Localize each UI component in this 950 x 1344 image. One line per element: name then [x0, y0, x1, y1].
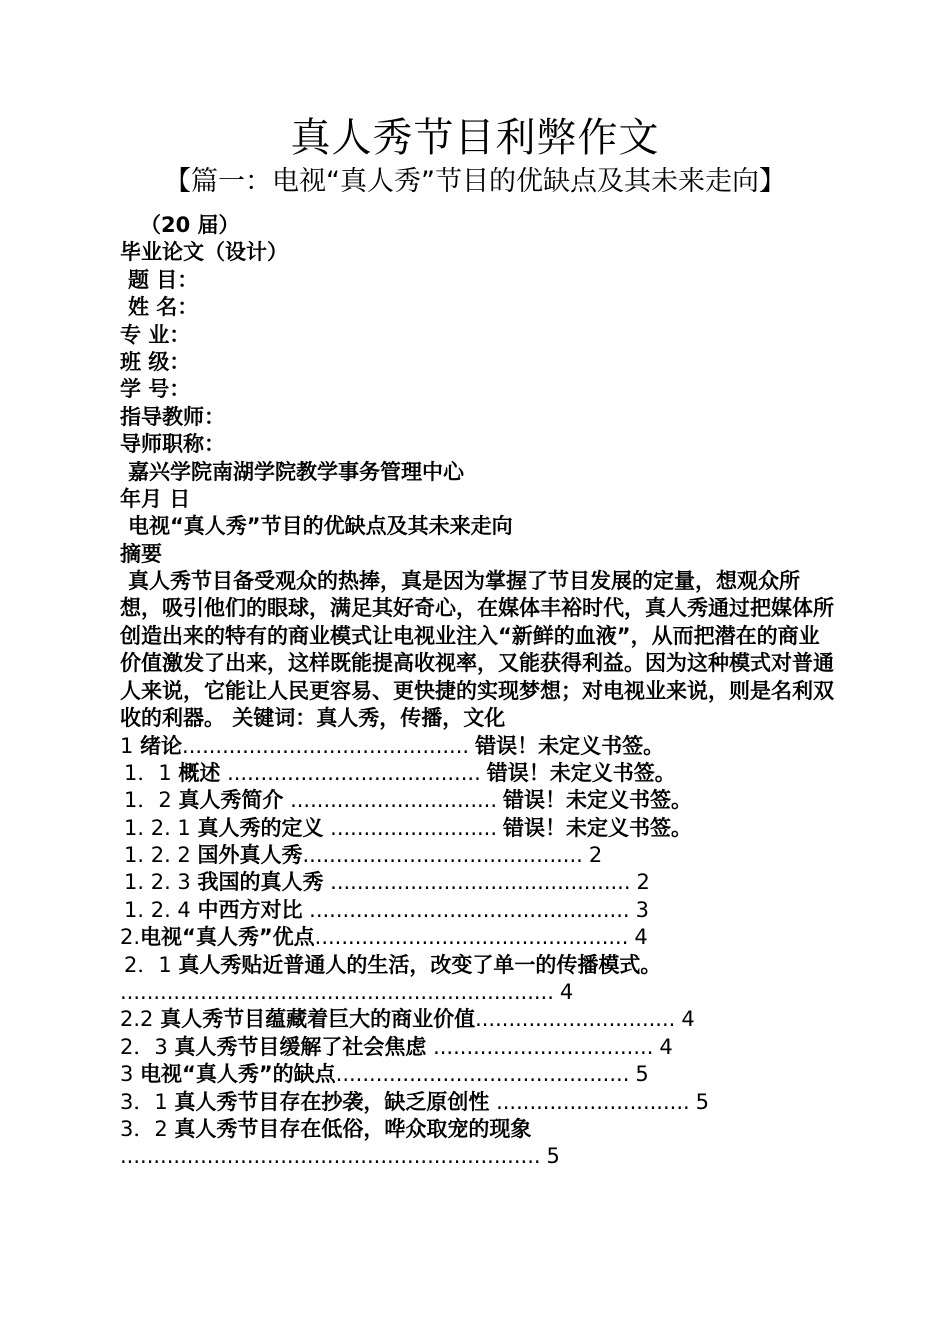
toc-entry-number: 1. 2. 4 — [124, 897, 198, 922]
toc-entry-title: 真人秀的定义 — [197, 815, 324, 840]
toc-entry-leader: ................................................ — [302, 897, 630, 922]
toc-entry-title: 绪论 — [140, 733, 183, 758]
toc-entry-page: 错误！未定义书签。 — [503, 788, 693, 813]
toc-entry-title: 真人秀节目存在低俗，哗众取宠的现象 — [174, 1116, 532, 1141]
toc-entry — [120, 924, 840, 951]
toc-entry-page: 错误！未定义书签。 — [486, 760, 676, 785]
toc-entry — [120, 760, 840, 787]
advisor-title-label: 导师职称： — [120, 432, 225, 457]
abstract-text: 真人秀节目备受观众的热捧，真是因为掌握了节目发展的定量，想观众所想，吸引他们的眼球，满足其好奇心，在媒体丰裕时代，真人秀通过把媒体所创造出来的特有的商业模式让电视业注入“新鲜的血液”，从而把潜在的商业价值激发了出来，这样既能提高收视率，又能获得利益。因为这种模式对普通人来说，它能让人民更容易、更快捷的实现梦想；对电视业来说，则是名利双收的利器。 关键词：真人秀，传播，文化 — [120, 569, 834, 731]
toc-entry-page: 3 — [635, 897, 649, 922]
toc-entry-leader: ............................. — [489, 1089, 690, 1114]
toc-entry-title: 概述 — [178, 760, 221, 785]
toc-entry-number: 2.2 — [120, 1007, 161, 1032]
toc-entry — [120, 842, 840, 869]
toc-entry — [120, 1089, 840, 1116]
toc-entry-number: 3．2 — [120, 1116, 175, 1141]
toc-entry-page: 5 — [546, 1144, 560, 1169]
toc-entry-leader: ............................................. — [323, 870, 631, 895]
student-id-label: 学 号： — [120, 377, 191, 402]
toc-entry-page: 错误！未定义书签。 — [475, 733, 665, 758]
toc-entry-title: 真人秀节目蕴藏着巨大的商业价值 — [160, 1007, 476, 1032]
toc-entry-title: 电视“真人秀”优点 — [140, 925, 315, 950]
toc-entry-title: 中西方对比 — [197, 897, 303, 922]
toc-entry-number: 2. — [120, 925, 141, 950]
toc-entry — [120, 787, 840, 814]
toc-entry-title: 我国的真人秀 — [197, 870, 324, 895]
document-body — [120, 212, 840, 1171]
toc-entry-title: 电视“真人秀”的缺点 — [140, 1062, 336, 1087]
toc-entry-page: 5 — [695, 1089, 710, 1114]
document-title: 真人秀节目利弊作文 — [290, 115, 660, 161]
toc-entry-title: 真人秀贴近普通人的生活，改变了单一的传播模式。 — [178, 952, 662, 977]
table-of-contents — [120, 733, 840, 1171]
toc-entry-number: 2．1 — [124, 952, 179, 977]
toc-entry-leader: ...................................... — [220, 760, 481, 785]
toc-entry-page: 4 — [681, 1007, 695, 1032]
toc-entry-leader: ......................... — [323, 815, 498, 840]
toc-entry-number: 3．1 — [120, 1089, 175, 1114]
toc-entry — [120, 952, 840, 979]
toc-entry-leader: .............................. — [475, 1007, 676, 1032]
topic-label: 题 目： — [128, 267, 199, 292]
toc-entry-number: 1. 2. 1 — [124, 815, 198, 840]
major-label: 专 业： — [120, 322, 191, 347]
toc-entry-page: 5 — [635, 1062, 649, 1087]
toc-entry — [120, 733, 840, 760]
toc-entry-leader: .......................................... — [302, 843, 583, 868]
toc-entry — [120, 979, 840, 1006]
toc-entry-page: 2 — [636, 870, 650, 895]
toc-entry — [120, 1143, 840, 1170]
toc-entry-leader: ............................................ — [335, 1062, 630, 1087]
toc-entry-number: 1 — [120, 733, 141, 758]
toc-entry-number: 3 — [120, 1062, 141, 1087]
toc-entry-page: 4 — [559, 980, 574, 1005]
toc-entry-title: 国外真人秀 — [197, 843, 303, 868]
paper-heading: 电视“真人秀”节目的优缺点及其未来走向 — [128, 514, 513, 539]
toc-entry-leader: ................................................................. — [120, 980, 554, 1005]
advisor-label: 指导教师： — [120, 404, 225, 429]
toc-entry — [120, 1116, 840, 1143]
toc-entry-leader: ............................................................... — [120, 1144, 541, 1169]
toc-entry-title: 真人秀简介 — [178, 788, 284, 813]
toc-entry-leader: ........................................... — [182, 733, 470, 758]
institution: 嘉兴学院南湖学院教学事务管理中心 — [128, 459, 464, 484]
toc-entry-title: 真人秀节目缓解了社会焦虑 — [174, 1034, 427, 1059]
date-line: 年月 日 — [120, 486, 191, 511]
toc-entry-number: 2．3 — [120, 1034, 175, 1059]
toc-entry — [120, 897, 840, 924]
toc-entry-leader: ............................... — [283, 788, 498, 813]
toc-entry-number: 1. 2. 3 — [124, 870, 198, 895]
toc-entry-number: 1．1 — [124, 760, 179, 785]
toc-entry-title: 真人秀节目存在抄袭，缺乏原创性 — [174, 1089, 490, 1114]
class-label: 班 级： — [120, 349, 191, 374]
toc-entry — [120, 869, 840, 896]
toc-entry — [120, 1034, 840, 1061]
abstract-label: 摘要 — [120, 541, 162, 566]
thesis-type: 毕业论文（设计） — [120, 240, 288, 265]
toc-entry-number: 1. 2. 2 — [124, 843, 198, 868]
toc-entry-page: 4 — [659, 1034, 673, 1059]
toc-entry — [120, 1006, 840, 1033]
document-subtitle: 【篇一：电视“真人秀”节目的优缺点及其未来走向】 — [164, 166, 786, 197]
year-line: （20 届） — [140, 213, 240, 237]
toc-entry-number: 1．2 — [124, 788, 179, 813]
toc-entry-leader: ................................. — [426, 1034, 654, 1059]
toc-entry-page: 错误！未定义书签。 — [503, 815, 693, 840]
toc-entry — [120, 1061, 840, 1088]
toc-entry-page: 4 — [634, 925, 648, 950]
name-label: 姓 名： — [128, 295, 199, 320]
toc-entry — [120, 815, 840, 842]
toc-entry-leader: ............................................... — [314, 925, 629, 950]
toc-entry-page: 2 — [588, 843, 603, 868]
